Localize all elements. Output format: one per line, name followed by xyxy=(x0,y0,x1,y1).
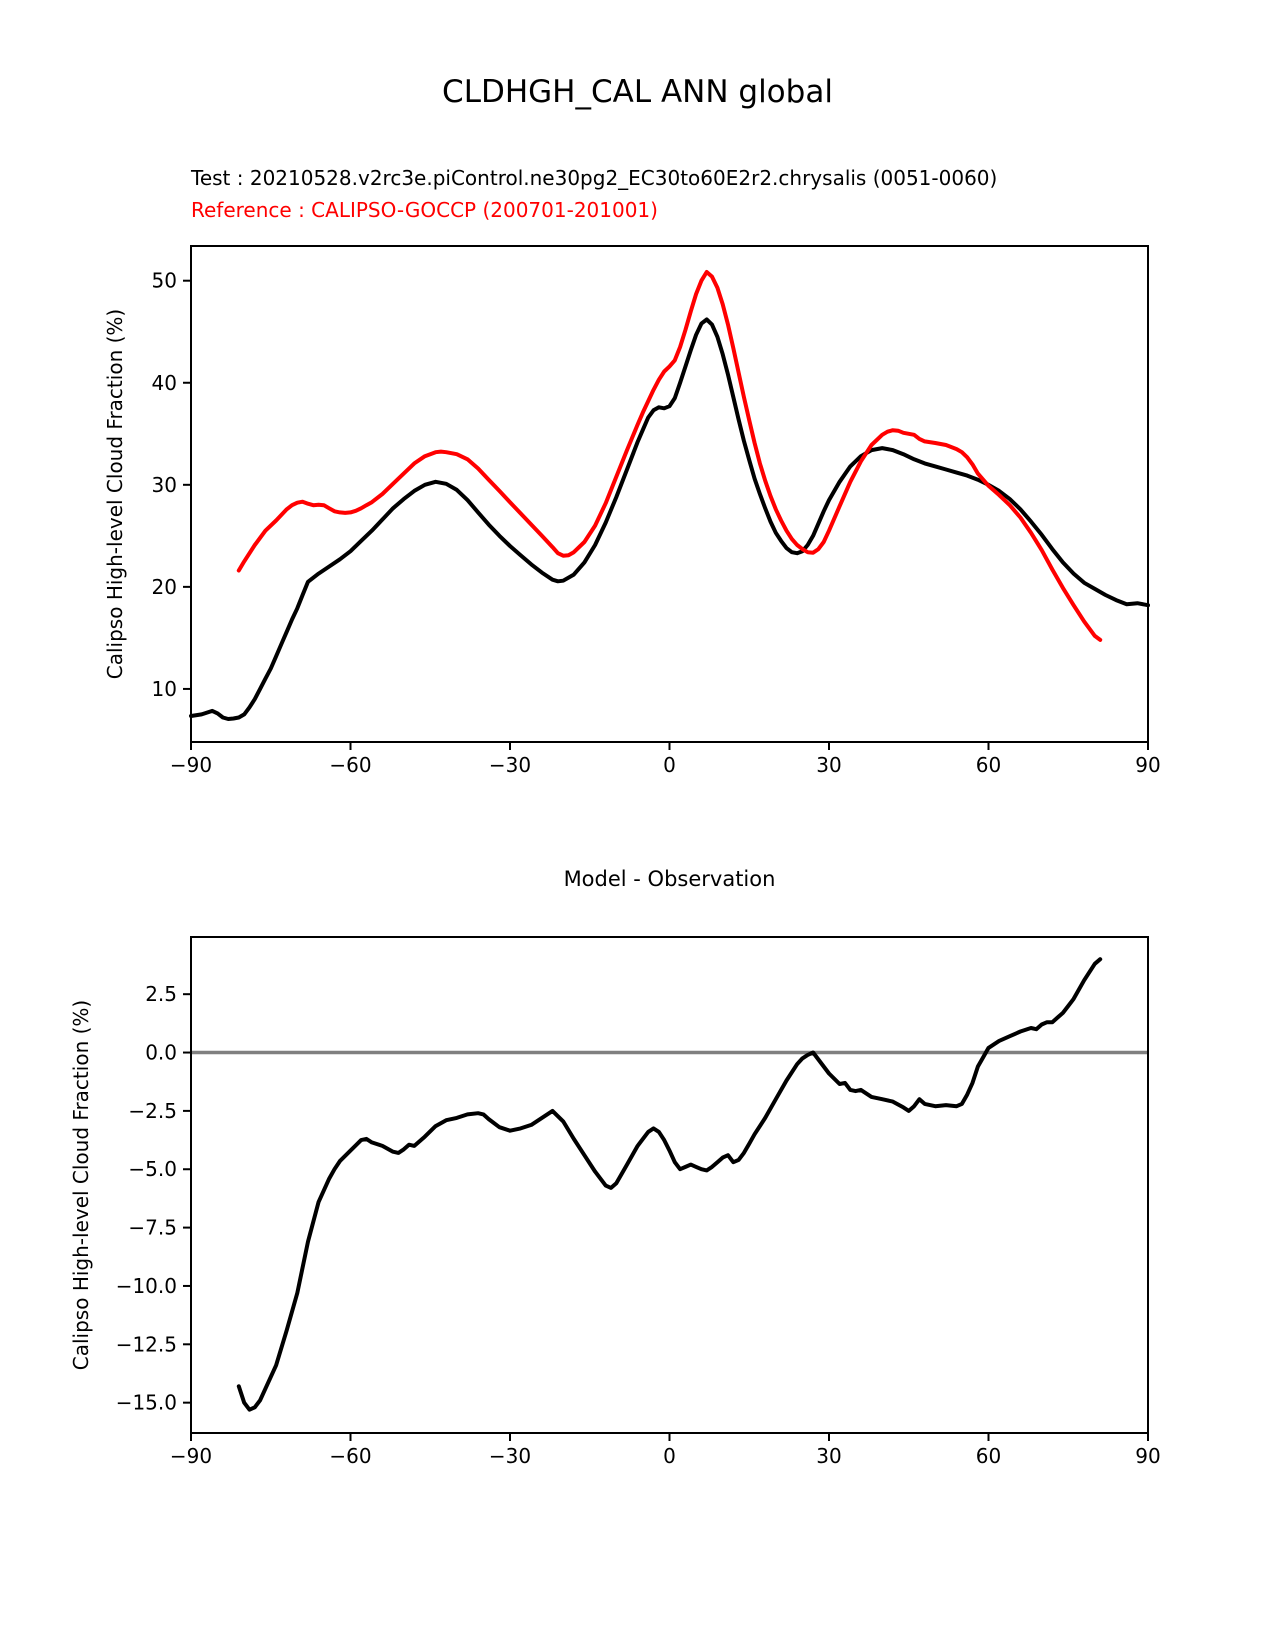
x-axis-tick-label: −60 xyxy=(329,1444,372,1468)
y-axis-tick-label: 10 xyxy=(151,676,177,701)
x-axis-tick-label: 90 xyxy=(1135,753,1161,777)
x-axis-tick-label: 60 xyxy=(975,1444,1002,1468)
y-axis-tick-label: −15.0 xyxy=(115,1390,177,1415)
y-axis-tick-label: −5.0 xyxy=(128,1157,177,1182)
y-axis-tick-label: 0.0 xyxy=(145,1040,177,1065)
x-axis-tick-label: −90 xyxy=(169,753,213,777)
x-axis-tick-label: 30 xyxy=(816,1444,842,1468)
series-line-reference-calipso-goccp xyxy=(239,272,1100,640)
axes-frame xyxy=(191,937,1148,1433)
y-axis-tick-label: −7.5 xyxy=(128,1215,177,1240)
y-axis-tick-label: 50 xyxy=(151,268,177,293)
x-axis-tick-label: −30 xyxy=(488,1444,532,1468)
series-line-model-minus-observation xyxy=(239,959,1100,1409)
x-axis-tick-label: −30 xyxy=(488,753,532,777)
x-axis-tick-label: 0 xyxy=(663,753,676,777)
x-axis-tick-label: −90 xyxy=(169,1444,213,1468)
y-axis-tick-label: −10.0 xyxy=(115,1273,177,1298)
x-axis-tick-label: 90 xyxy=(1135,1444,1161,1468)
x-axis-tick-label: 60 xyxy=(975,753,1002,777)
y-axis-tick-label: 40 xyxy=(151,370,177,395)
x-axis-tick-label: 0 xyxy=(663,1444,676,1468)
y-axis-tick-label: 2.5 xyxy=(145,982,177,1007)
y-axis-label: Calipso High-level Cloud Fraction (%) xyxy=(69,999,93,1371)
y-axis-tick-label: 30 xyxy=(151,472,177,497)
page-title: CLDHGH_CAL ANN global xyxy=(442,74,833,110)
test-label: Test : 20210528.v2rc3e.piControl.ne30pg2_EC30to60E2r2.chrysalis (0051-0060) xyxy=(191,166,998,190)
reference-label: Reference : CALIPSO-GOCCP (200701-201001) xyxy=(191,198,658,222)
series-line-test-model xyxy=(191,320,1148,720)
y-axis-label: Calipso High-level Cloud Fraction (%) xyxy=(103,308,127,680)
y-axis-tick-label: −2.5 xyxy=(128,1098,177,1123)
y-axis-tick-label: 20 xyxy=(151,574,177,599)
x-axis-tick-label: 30 xyxy=(816,753,842,777)
chart-title: Model - Observation xyxy=(563,867,776,891)
y-axis-tick-label: −12.5 xyxy=(115,1332,177,1357)
x-axis-tick-label: −60 xyxy=(329,753,372,777)
